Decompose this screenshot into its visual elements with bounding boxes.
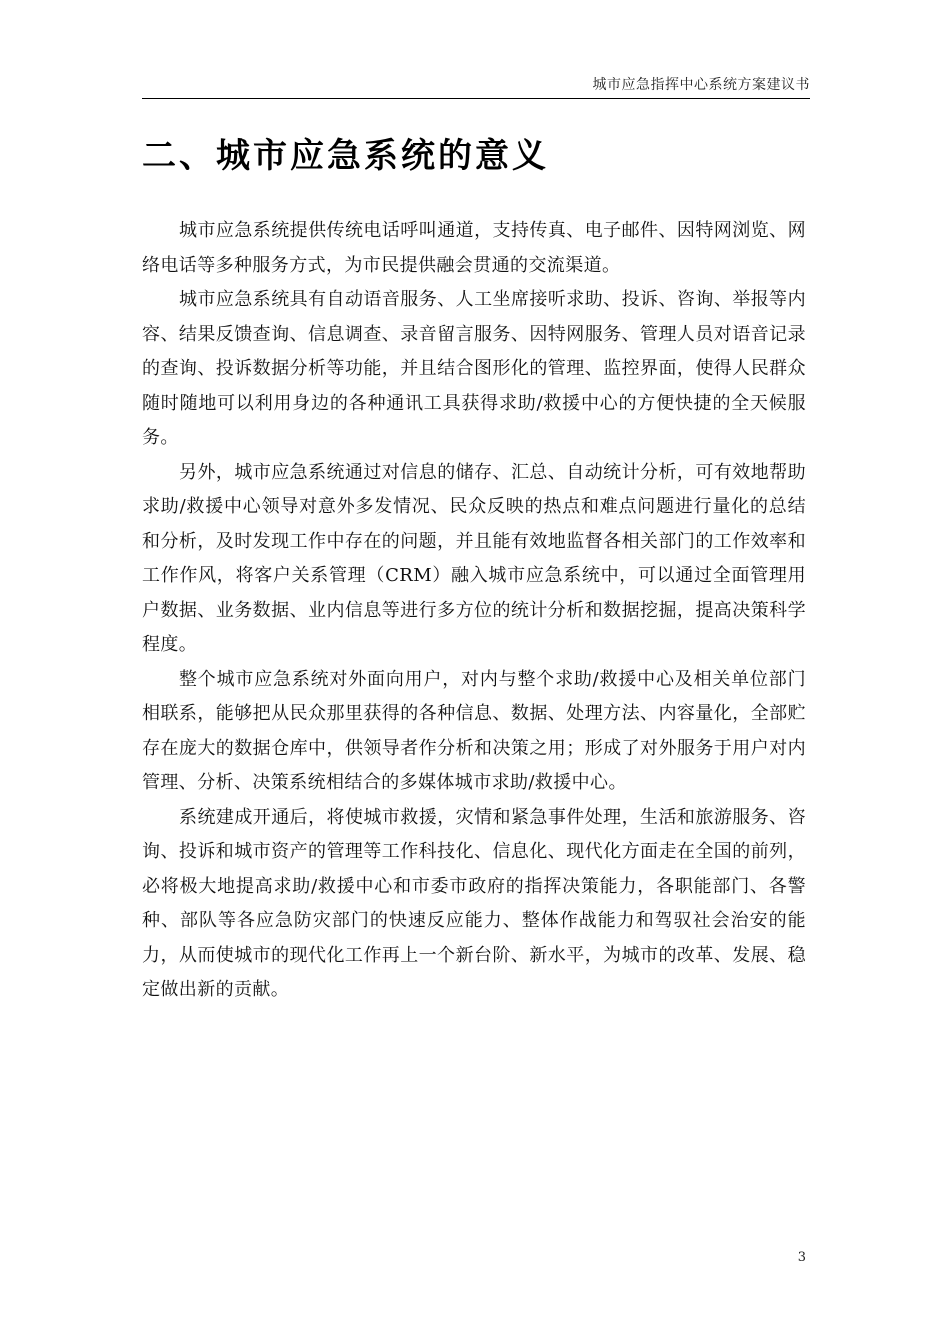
header-divider <box>142 98 810 99</box>
paragraph: 城市应急系统具有自动语音服务、人工坐席接听求助、投诉、咨询、举报等内容、结果反馈查询、信息调查、录音留言服务、因特网服务、管理人员对语音记录的查询、投诉数据分析等功能，并且结合图形化的管理、监控界面，使得人民群众随时随地可以利用身边的各种通讯工具获得求助/救援中心的方便快捷的全天候服务。 <box>142 289 806 448</box>
page-number: 3 <box>797 1250 806 1265</box>
paragraph: 另外，城市应急系统通过对信息的储存、汇总、自动统计分析，可有效地帮助求助/救援中心领导对意外多发情况、民众反映的热点和难点问题进行量化的总结和分析，及时发现工作中存在的问题，并且能有效地监督各相关部门的工作效率和工作作风，将客户关系管理（CRM）融入城市应急系统中，可以通过全面管理用户数据、业务数据、业内信息等进行多方位的统计分析和数据挖掘，提高决策科学程度。 <box>142 461 806 655</box>
running-header: 城市应急指挥中心系统方案建议书 <box>592 77 810 93</box>
paragraph: 城市应急系统提供传统电话呼叫通道，支持传真、电子邮件、因特网浏览、网络电话等多种服务方式，为市民提供融会贯通的交流渠道。 <box>142 220 806 276</box>
body-text <box>142 214 806 1008</box>
section-title: 二、城市应急系统的意义 <box>142 136 549 176</box>
paragraph: 系统建成开通后，将使城市救援，灾情和紧急事件处理，生活和旅游服务、咨询、投诉和城市资产的管理等工作科技化、信息化、现代化方面走在全国的前列，必将极大地提高求助/救援中心和市委市政府的指挥决策能力，各职能部门、各警种、部队等各应急防灾部门的快速反应能力、整体作战能力和驾驭社会治安的能力，从而使城市的现代化工作再上一个新台阶、新水平，为城市的改革、发展、稳定做出新的贡献。 <box>142 806 806 1000</box>
paragraph: 整个城市应急系统对外面向用户，对内与整个求助/救援中心及相关单位部门相联系，能够把从民众那里获得的各种信息、数据、处理方法、内容量化，全部贮存在庞大的数据仓库中，供领导者作分析和决策之用；形成了对外服务于用户对内管理、分析、决策系统相结合的多媒体城市求助/救援中心。 <box>142 668 806 793</box>
